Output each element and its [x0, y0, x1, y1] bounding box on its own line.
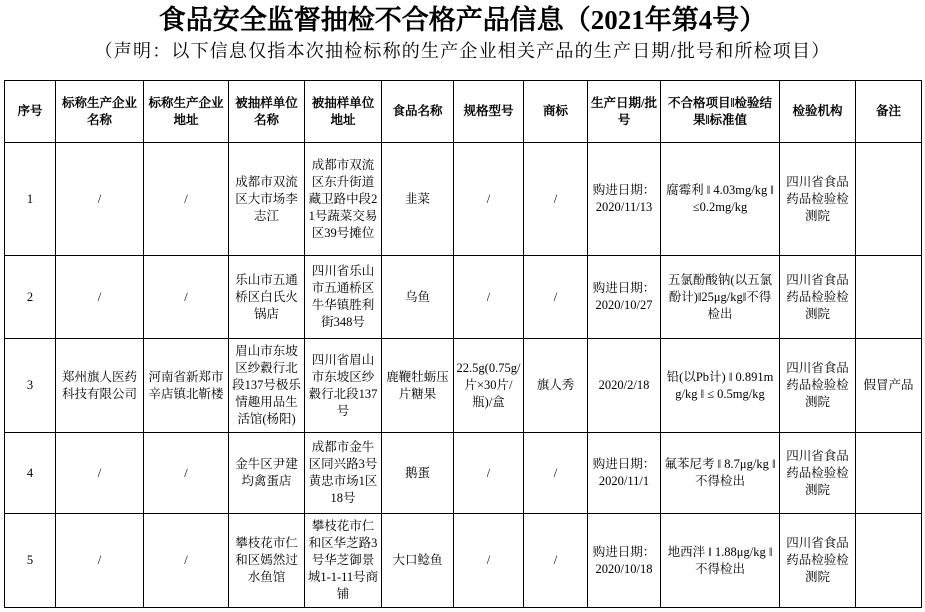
cell-text: 购进日期： 2020/11/1: [592, 457, 656, 488]
cell-text: /: [97, 553, 102, 567]
cell-text: /: [486, 191, 491, 206]
cell-trademark: [524, 143, 588, 256]
cell-food-name: [382, 433, 454, 514]
cell-text: 5: [26, 553, 34, 567]
cell-text: 铅(以Pb计) ‖ 0.891mg/kg ‖ ≤ 0.5mg/kg: [666, 369, 774, 401]
cell-food-name: [382, 143, 454, 256]
cell-text: 鹿鞭牡蛎压片糖果: [386, 369, 449, 401]
cell-text: 2: [26, 289, 34, 304]
cell-testing-institution: [780, 433, 856, 514]
cell-text: /: [553, 465, 558, 480]
cell-text: 地西泮 ‖ 1.88μg/kg ‖ 不得检出: [667, 544, 773, 576]
cell-trademark: [524, 256, 588, 339]
cell-specification: [454, 433, 524, 514]
cell-failed-item-result-standard: [661, 514, 780, 608]
inspection-table: [4, 80, 922, 608]
cell-trademark: [524, 339, 588, 433]
cell-text: 购进日期： 2020/10/27: [592, 281, 656, 312]
header-label: 生产日期/批号: [591, 95, 657, 127]
header-label: 被抽样单位地址: [311, 95, 375, 127]
cell-text: /: [184, 465, 188, 480]
cell-text: /: [97, 191, 102, 206]
cell-text: 韭菜: [404, 191, 430, 206]
cell-testing-institution: [780, 514, 856, 608]
cell-failed-item-result-standard: [661, 339, 780, 433]
header-remarks: [856, 81, 922, 143]
cell-producer-address: [144, 143, 229, 256]
cell-serial: [5, 143, 56, 256]
cell-text: 四川省眉山市东坡区纱縠行北段137号: [308, 352, 378, 418]
cell-text: 22.5g(0.75g/片×30片/瓶)/盒: [456, 361, 521, 409]
cell-testing-institution: [780, 143, 856, 256]
header-label: 备注: [875, 104, 901, 118]
cell-text: /: [553, 289, 558, 304]
cell-text: 攀枝花市仁和区华芝路3号华芝御景城1-1-11号商铺: [307, 519, 379, 601]
cell-text: /: [97, 289, 102, 304]
table-body: [5, 143, 922, 608]
cell-serial: [5, 256, 56, 339]
cell-producer-name: [56, 514, 144, 608]
cell-trademark: [524, 514, 588, 608]
header-label: 序号: [17, 104, 43, 118]
cell-sampled-unit-address: [305, 433, 382, 514]
header-sampled-unit-address: [305, 81, 382, 143]
cell-sampled-unit-name: [229, 339, 305, 433]
header-producer-name: [56, 81, 144, 143]
cell-testing-institution: [780, 339, 856, 433]
cell-production-date: [588, 433, 661, 514]
cell-producer-address: [144, 514, 229, 608]
cell-text: 假冒产品: [863, 378, 914, 392]
cell-text: /: [486, 465, 491, 480]
cell-producer-name: [56, 256, 144, 339]
cell-text: 四川省食品药品检验检测院: [786, 174, 849, 223]
header-sampled-unit-name: [229, 81, 305, 143]
header-label: 规格型号: [463, 104, 514, 118]
table-row: [5, 433, 922, 514]
cell-text: 成都市双流区东升街道藏卫路中段21号蔬菜交易区39号摊位: [308, 157, 378, 240]
cell-serial: [5, 433, 56, 514]
table-row: [5, 514, 922, 608]
cell-remarks: [856, 256, 922, 339]
table-header: [5, 81, 922, 143]
cell-text: /: [97, 465, 102, 480]
header-row: [5, 81, 922, 143]
cell-remarks: [856, 339, 922, 433]
cell-specification: [454, 339, 524, 433]
header-producer-address: [144, 81, 229, 143]
cell-text: /: [553, 553, 558, 567]
cell-production-date: [588, 339, 661, 433]
cell-text: 成都市双流区大市场李志江: [235, 174, 298, 223]
cell-serial: [5, 339, 56, 433]
cell-trademark: [524, 433, 588, 514]
cell-text: /: [486, 553, 491, 567]
cell-sampled-unit-name: [229, 433, 305, 514]
cell-producer-name: [56, 143, 144, 256]
table-row: [5, 339, 922, 433]
cell-sampled-unit-name: [229, 514, 305, 608]
header-testing-institution: [780, 81, 856, 143]
cell-failed-item-result-standard: [661, 143, 780, 256]
cell-testing-institution: [780, 256, 856, 339]
cell-producer-address: [144, 433, 229, 514]
cell-text: 四川省食品药品检验检测院: [786, 361, 849, 409]
table-row: [5, 256, 922, 339]
cell-text: 成都市金牛区同兴路3号黄忠市场1区18号: [308, 440, 378, 505]
page-title: 食品安全监督抽检不合格产品信息（2021年第4号）: [158, 5, 767, 35]
cell-producer-address: [144, 256, 229, 339]
cell-sampled-unit-address: [305, 339, 382, 433]
header-failed-item-result-standard: [661, 81, 780, 143]
cell-sampled-unit-address: [305, 143, 382, 256]
header-specification: [454, 81, 524, 143]
cell-production-date: [588, 256, 661, 339]
cell-specification: [454, 256, 524, 339]
header-production-date: [588, 81, 661, 143]
cell-text: /: [553, 191, 558, 206]
cell-production-date: [588, 143, 661, 256]
page-subtitle: （声明：以下信息仅指本次抽检标称的生产企业相关产品的生产日期/批号和所检项目）: [94, 41, 831, 61]
cell-text: 金牛区尹建均禽蛋店: [235, 457, 298, 488]
cell-text: 眉山市东坡区纱縠行北段137号极乐情趣用品生活馆(杨阳): [232, 344, 301, 426]
cell-text: /: [486, 289, 491, 304]
cell-text: 4: [26, 465, 34, 480]
cell-text: 乌鱼: [404, 289, 430, 304]
cell-specification: [454, 143, 524, 256]
cell-sampled-unit-address: [305, 514, 382, 608]
cell-text: 四川省食品药品检验检测院: [786, 536, 849, 584]
cell-remarks: [856, 433, 922, 514]
cell-remarks: [856, 143, 922, 256]
cell-text: 河南省新郑市辛店镇北靳楼: [148, 369, 224, 401]
cell-text: 郑州旗人医药科技有限公司: [61, 369, 137, 401]
cell-remarks: [856, 514, 922, 608]
cell-failed-item-result-standard: [661, 256, 780, 339]
cell-text: /: [184, 289, 188, 304]
cell-text: 腐霉利 ‖ 4.03mg/kg ‖ ≤0.2mg/kg: [666, 183, 774, 214]
header-label: 标称生产企业地址: [148, 95, 224, 127]
table-row: [5, 143, 922, 256]
header-label: 不合格项目‖检验结果‖标准值: [667, 95, 773, 127]
header-label: 商标: [542, 104, 568, 118]
cell-failed-item-result-standard: [661, 433, 780, 514]
cell-serial: [5, 514, 56, 608]
cell-sampled-unit-address: [305, 256, 382, 339]
cell-text: 旗人秀: [536, 378, 575, 392]
cell-text: 五氯酚酸钠(以五氯酚计)‖25μg/kg‖不得检出: [667, 272, 773, 321]
cell-food-name: [382, 514, 454, 608]
cell-sampled-unit-name: [229, 143, 305, 256]
header-label: 食品名称: [392, 104, 443, 118]
cell-producer-name: [56, 339, 144, 433]
header-trademark: [524, 81, 588, 143]
header-label: 标称生产企业名称: [61, 95, 137, 127]
header-label: 检验机构: [792, 104, 843, 118]
cell-text: 3: [26, 378, 34, 392]
cell-text: 购进日期： 2020/10/18: [592, 544, 656, 576]
cell-food-name: [382, 339, 454, 433]
cell-text: 大口鲶鱼: [392, 553, 443, 567]
cell-text: 购进日期： 2020/11/13: [592, 183, 656, 214]
cell-specification: [454, 514, 524, 608]
cell-text: /: [184, 553, 188, 567]
cell-producer-name: [56, 433, 144, 514]
cell-text: 1: [26, 191, 34, 206]
cell-text: 2020/2/18: [598, 378, 650, 392]
cell-text: 乐山市五通桥区白氏火锅店: [235, 272, 298, 321]
header-label: 被抽样单位名称: [235, 95, 298, 127]
cell-text: 攀枝花市仁和区嫣然过水鱼馆: [235, 536, 298, 584]
cell-sampled-unit-name: [229, 256, 305, 339]
cell-text: 四川省食品药品检验检测院: [786, 448, 849, 497]
cell-text: 四川省乐山市五通桥区牛华镇胜利街348号: [311, 264, 375, 329]
header-food-name: [382, 81, 454, 143]
cell-text: 氟苯尼考 ‖ 8.7μg/kg ‖ 不得检出: [664, 457, 776, 488]
cell-food-name: [382, 256, 454, 339]
cell-production-date: [588, 514, 661, 608]
cell-text: 四川省食品药品检验检测院: [786, 272, 849, 321]
cell-text: 鹅蛋: [404, 465, 430, 480]
cell-producer-address: [144, 339, 229, 433]
header-serial: [5, 81, 56, 143]
cell-text: /: [184, 191, 188, 206]
